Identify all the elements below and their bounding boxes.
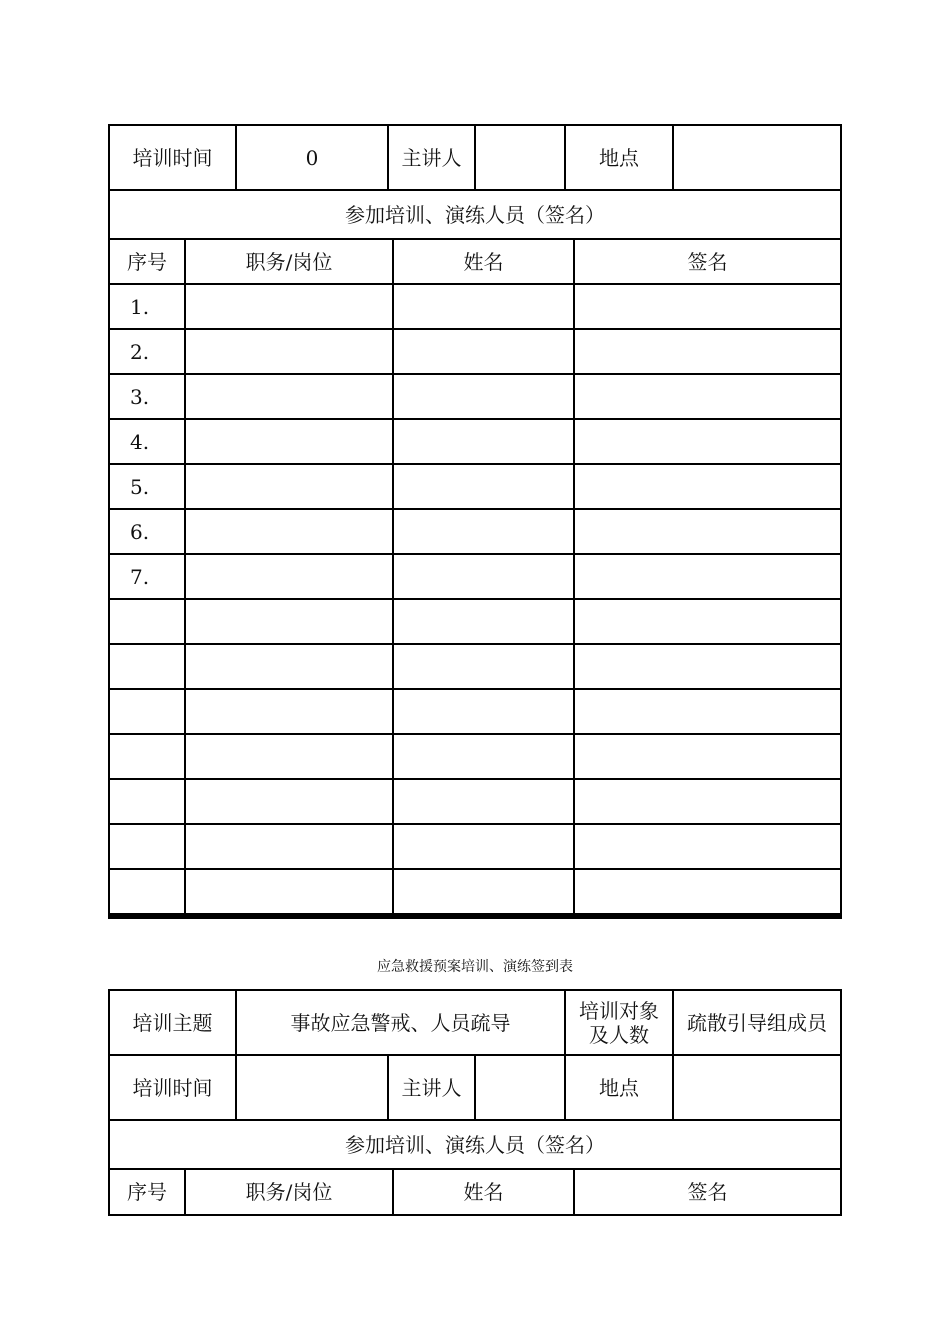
signature-cell[interactable] [575, 420, 840, 463]
training-topic-label: 培训主题 [110, 991, 235, 1054]
signature-cell[interactable] [575, 285, 840, 328]
speaker-value[interactable] [476, 1056, 564, 1119]
location-value[interactable] [674, 1056, 840, 1119]
name-cell[interactable] [394, 645, 573, 688]
column-header-signature: 签名 [575, 1170, 840, 1214]
speaker-label: 主讲人 [389, 1056, 474, 1119]
signature-cell[interactable] [575, 780, 840, 823]
training-time-label: 培训时间 [110, 126, 235, 189]
name-cell[interactable] [394, 735, 573, 778]
position-cell[interactable] [186, 600, 392, 643]
name-cell[interactable] [394, 465, 573, 508]
position-cell[interactable] [186, 645, 392, 688]
signature-cell[interactable] [575, 735, 840, 778]
name-cell[interactable] [394, 825, 573, 868]
row-number-cell [110, 870, 184, 913]
attendance-form-2 [108, 989, 842, 1216]
signature-cell[interactable] [575, 600, 840, 643]
name-cell[interactable] [394, 510, 573, 553]
signature-cell[interactable] [575, 555, 840, 598]
speaker-label: 主讲人 [389, 126, 474, 189]
signature-cell[interactable] [575, 375, 840, 418]
row-number-cell: 7. [110, 555, 184, 598]
form-caption: 应急救援预案培训、演练签到表 [377, 959, 573, 975]
row-number-cell: 3. [110, 375, 184, 418]
signature-cell[interactable] [575, 690, 840, 733]
signature-cell[interactable] [575, 330, 840, 373]
attendance-form-1 [108, 124, 842, 919]
signature-cell[interactable] [575, 510, 840, 553]
position-cell[interactable] [186, 690, 392, 733]
training-target-value[interactable]: 疏散引导组成员 [674, 991, 840, 1054]
position-cell[interactable] [186, 780, 392, 823]
training-time-value[interactable] [237, 1056, 387, 1119]
location-label: 地点 [566, 126, 672, 189]
name-cell[interactable] [394, 330, 573, 373]
position-cell[interactable] [186, 555, 392, 598]
position-cell[interactable] [186, 510, 392, 553]
training-target-label: 培训对象及人数 [566, 991, 672, 1054]
column-header-position: 职务/岗位 [186, 240, 392, 283]
row-number-cell [110, 645, 184, 688]
position-cell[interactable] [186, 735, 392, 778]
name-cell[interactable] [394, 690, 573, 733]
name-cell[interactable] [394, 870, 573, 913]
signature-cell[interactable] [575, 870, 840, 913]
column-header-number: 序号 [110, 1170, 184, 1214]
name-cell[interactable] [394, 375, 573, 418]
training-time-value[interactable]: 0 [237, 126, 387, 189]
row-number-cell [110, 690, 184, 733]
signature-cell[interactable] [575, 465, 840, 508]
position-cell[interactable] [186, 825, 392, 868]
row-number-cell [110, 780, 184, 823]
row-number-cell: 4. [110, 420, 184, 463]
row-number-cell [110, 735, 184, 778]
position-cell[interactable] [186, 465, 392, 508]
participants-header: 参加培训、演练人员（签名） [110, 1121, 840, 1168]
signature-cell[interactable] [575, 645, 840, 688]
position-cell[interactable] [186, 870, 392, 913]
participants-header: 参加培训、演练人员（签名） [110, 191, 840, 238]
column-header-name: 姓名 [394, 240, 573, 283]
name-cell[interactable] [394, 285, 573, 328]
name-cell[interactable] [394, 420, 573, 463]
position-cell[interactable] [186, 285, 392, 328]
row-number-cell: 2. [110, 330, 184, 373]
column-header-position: 职务/岗位 [186, 1170, 392, 1214]
column-header-name: 姓名 [394, 1170, 573, 1214]
column-header-number: 序号 [110, 240, 184, 283]
position-cell[interactable] [186, 420, 392, 463]
row-number-cell: 1. [110, 285, 184, 328]
name-cell[interactable] [394, 555, 573, 598]
row-number-cell: 5. [110, 465, 184, 508]
speaker-value[interactable] [476, 126, 564, 189]
training-topic-value[interactable]: 事故应急警戒、人员疏导 [237, 991, 564, 1054]
name-cell[interactable] [394, 780, 573, 823]
row-number-cell: 6. [110, 510, 184, 553]
position-cell[interactable] [186, 375, 392, 418]
signature-cell[interactable] [575, 825, 840, 868]
position-cell[interactable] [186, 330, 392, 373]
training-time-label: 培训时间 [110, 1056, 235, 1119]
column-header-signature: 签名 [575, 240, 840, 283]
name-cell[interactable] [394, 600, 573, 643]
location-label: 地点 [566, 1056, 672, 1119]
row-number-cell [110, 600, 184, 643]
location-value[interactable] [674, 126, 840, 189]
row-number-cell [110, 825, 184, 868]
